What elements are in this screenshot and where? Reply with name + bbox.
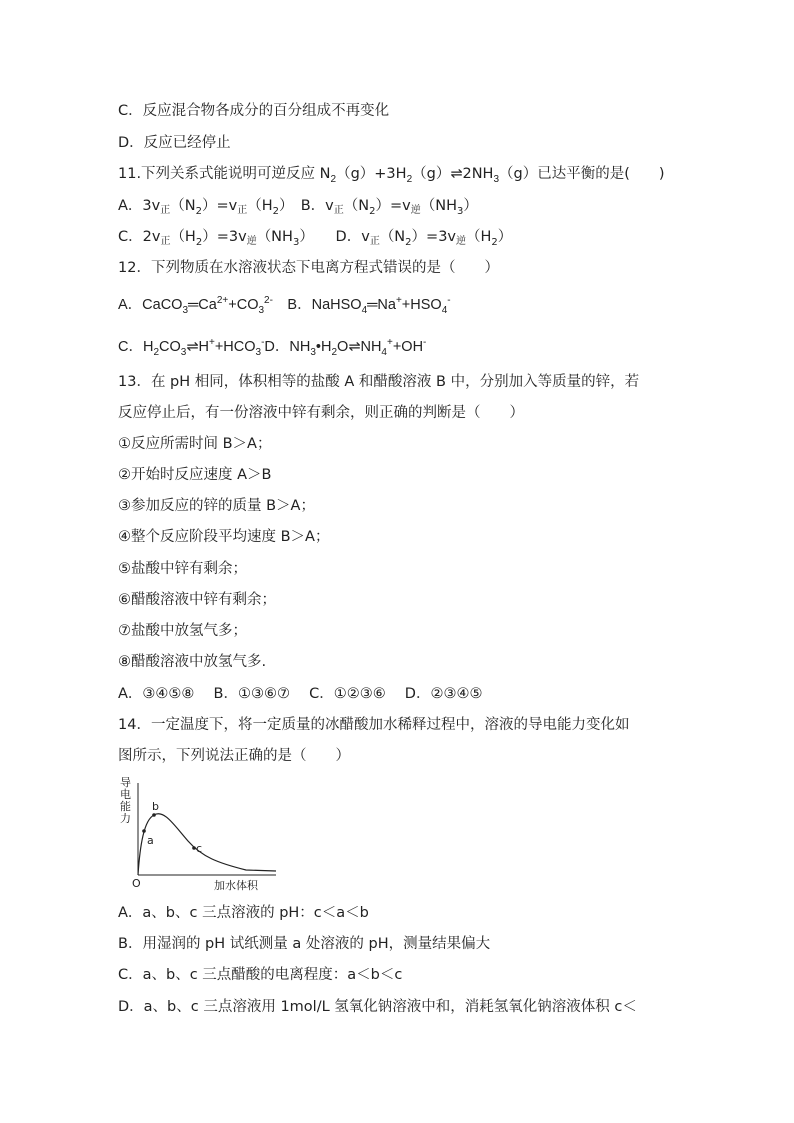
question-11: 11.下列关系式能说明可逆反应 $N_2(g)+3H_2(g)\rightleftharpoons 2NH_3(g)$已达平衡的是( ) bbox=[118, 166, 665, 185]
statement-2: ②开始时反应速度 A＞B bbox=[118, 467, 272, 483]
statement-6: ⑥醋酸溶液中锌有剩余； bbox=[118, 592, 276, 608]
question-14-line-1: 14．一定温度下，将一定质量的冰醋酸加水稀释过程中，溶液的导电能力变化如 bbox=[118, 717, 630, 733]
statement-4: ④整个反应阶段平均速度 B＞A； bbox=[118, 529, 330, 545]
question-13-line-2: 反应停止后，有一份溶液中锌有剩余，则正确的判断是（ ） bbox=[118, 405, 524, 421]
option-d-q10: D．反应已经停止 bbox=[118, 135, 231, 151]
question-12: 12．下列物质在水溶液状态下电离方程式错误的是（ ） bbox=[118, 260, 499, 276]
origin-label: O bbox=[132, 877, 141, 890]
conductivity-graph bbox=[118, 775, 278, 895]
question-14-option-d: D．a、b、c 三点溶液用 1mol/L 氢氧化钠溶液中和，消耗氢氧化钠溶液体积 c＜ bbox=[118, 999, 637, 1015]
y-axis-label-char-4: 力 bbox=[120, 812, 131, 825]
statement-3: ③参加反应的锌的质量 B＞A； bbox=[118, 498, 315, 514]
point-c-label: c bbox=[196, 842, 203, 855]
y-axis-label-char-2: 电 bbox=[120, 788, 131, 801]
conductivity-curve bbox=[138, 814, 276, 875]
statement-8: ⑧醋酸溶液中放氢气多. bbox=[118, 654, 267, 670]
point-a-label: a bbox=[147, 834, 154, 847]
question-12-options-ab: A．$CaCO_3═Ca^{2+}+CO_3^{2-}$ B．$NaHSO_4═Na^++HSO_4^-$ bbox=[118, 295, 451, 316]
y-axis-label-char-1: 导 bbox=[120, 776, 131, 789]
question-12-options-cd: C．$H_2CO_3\rightleftharpoons H^++HCO_3^-D$．$NH_3•H_2O\rightleftharpoons NH_4^++OH^-$ bbox=[118, 337, 427, 358]
question-11-options-cd: C．$2v_正(H_2)=3v_逆(NH_3)$ D．$v_正(N_2)=3v_逆(H_2)$ bbox=[118, 229, 513, 248]
x-axis-label: 加水体积 bbox=[214, 879, 258, 892]
y-axis-label-char-3: 能 bbox=[120, 800, 131, 813]
option-c-q10: C．反应混合物各成分的百分组成不再变化 bbox=[118, 103, 390, 119]
question-11-options-ab: A．$3v_正(N_2)=v_正(H_2)$ B．$v_正(N_2)=v_逆(NH_3)$ bbox=[118, 198, 478, 217]
point-b-label: b bbox=[152, 800, 159, 813]
point-b-marker bbox=[152, 813, 156, 817]
conductivity-graph-svg bbox=[118, 775, 278, 895]
question-14-option-c: C．a、b、c 三点醋酸的电离程度：a＜b＜c bbox=[118, 967, 403, 983]
question-14-line-2: 图所示，下列说法正确的是（ ） bbox=[118, 748, 350, 764]
statement-5: ⑤盐酸中锌有剩余； bbox=[118, 561, 247, 577]
question-13-line-1: 13．在 pH 相同，体积相等的盐酸 A 和醋酸溶液 B 中，分别加入等质量的锌，若 bbox=[118, 374, 640, 390]
question-13-options: A．③④⑤⑧ B．①③⑥⑦ C．①②③⑥ D．②③④⑤ bbox=[118, 686, 483, 702]
statement-7: ⑦盐酸中放氢气多； bbox=[118, 623, 247, 639]
statement-1: ①反应所需时间 B＞A； bbox=[118, 436, 272, 452]
point-a-marker bbox=[142, 829, 146, 833]
question-14-option-b: B．用湿润的 pH 试纸测量 a 处溶液的 pH，测量结果偏大 bbox=[118, 936, 491, 952]
question-14-option-a: A．a、b、c 三点溶液的 pH：c＜a＜b bbox=[118, 905, 369, 921]
